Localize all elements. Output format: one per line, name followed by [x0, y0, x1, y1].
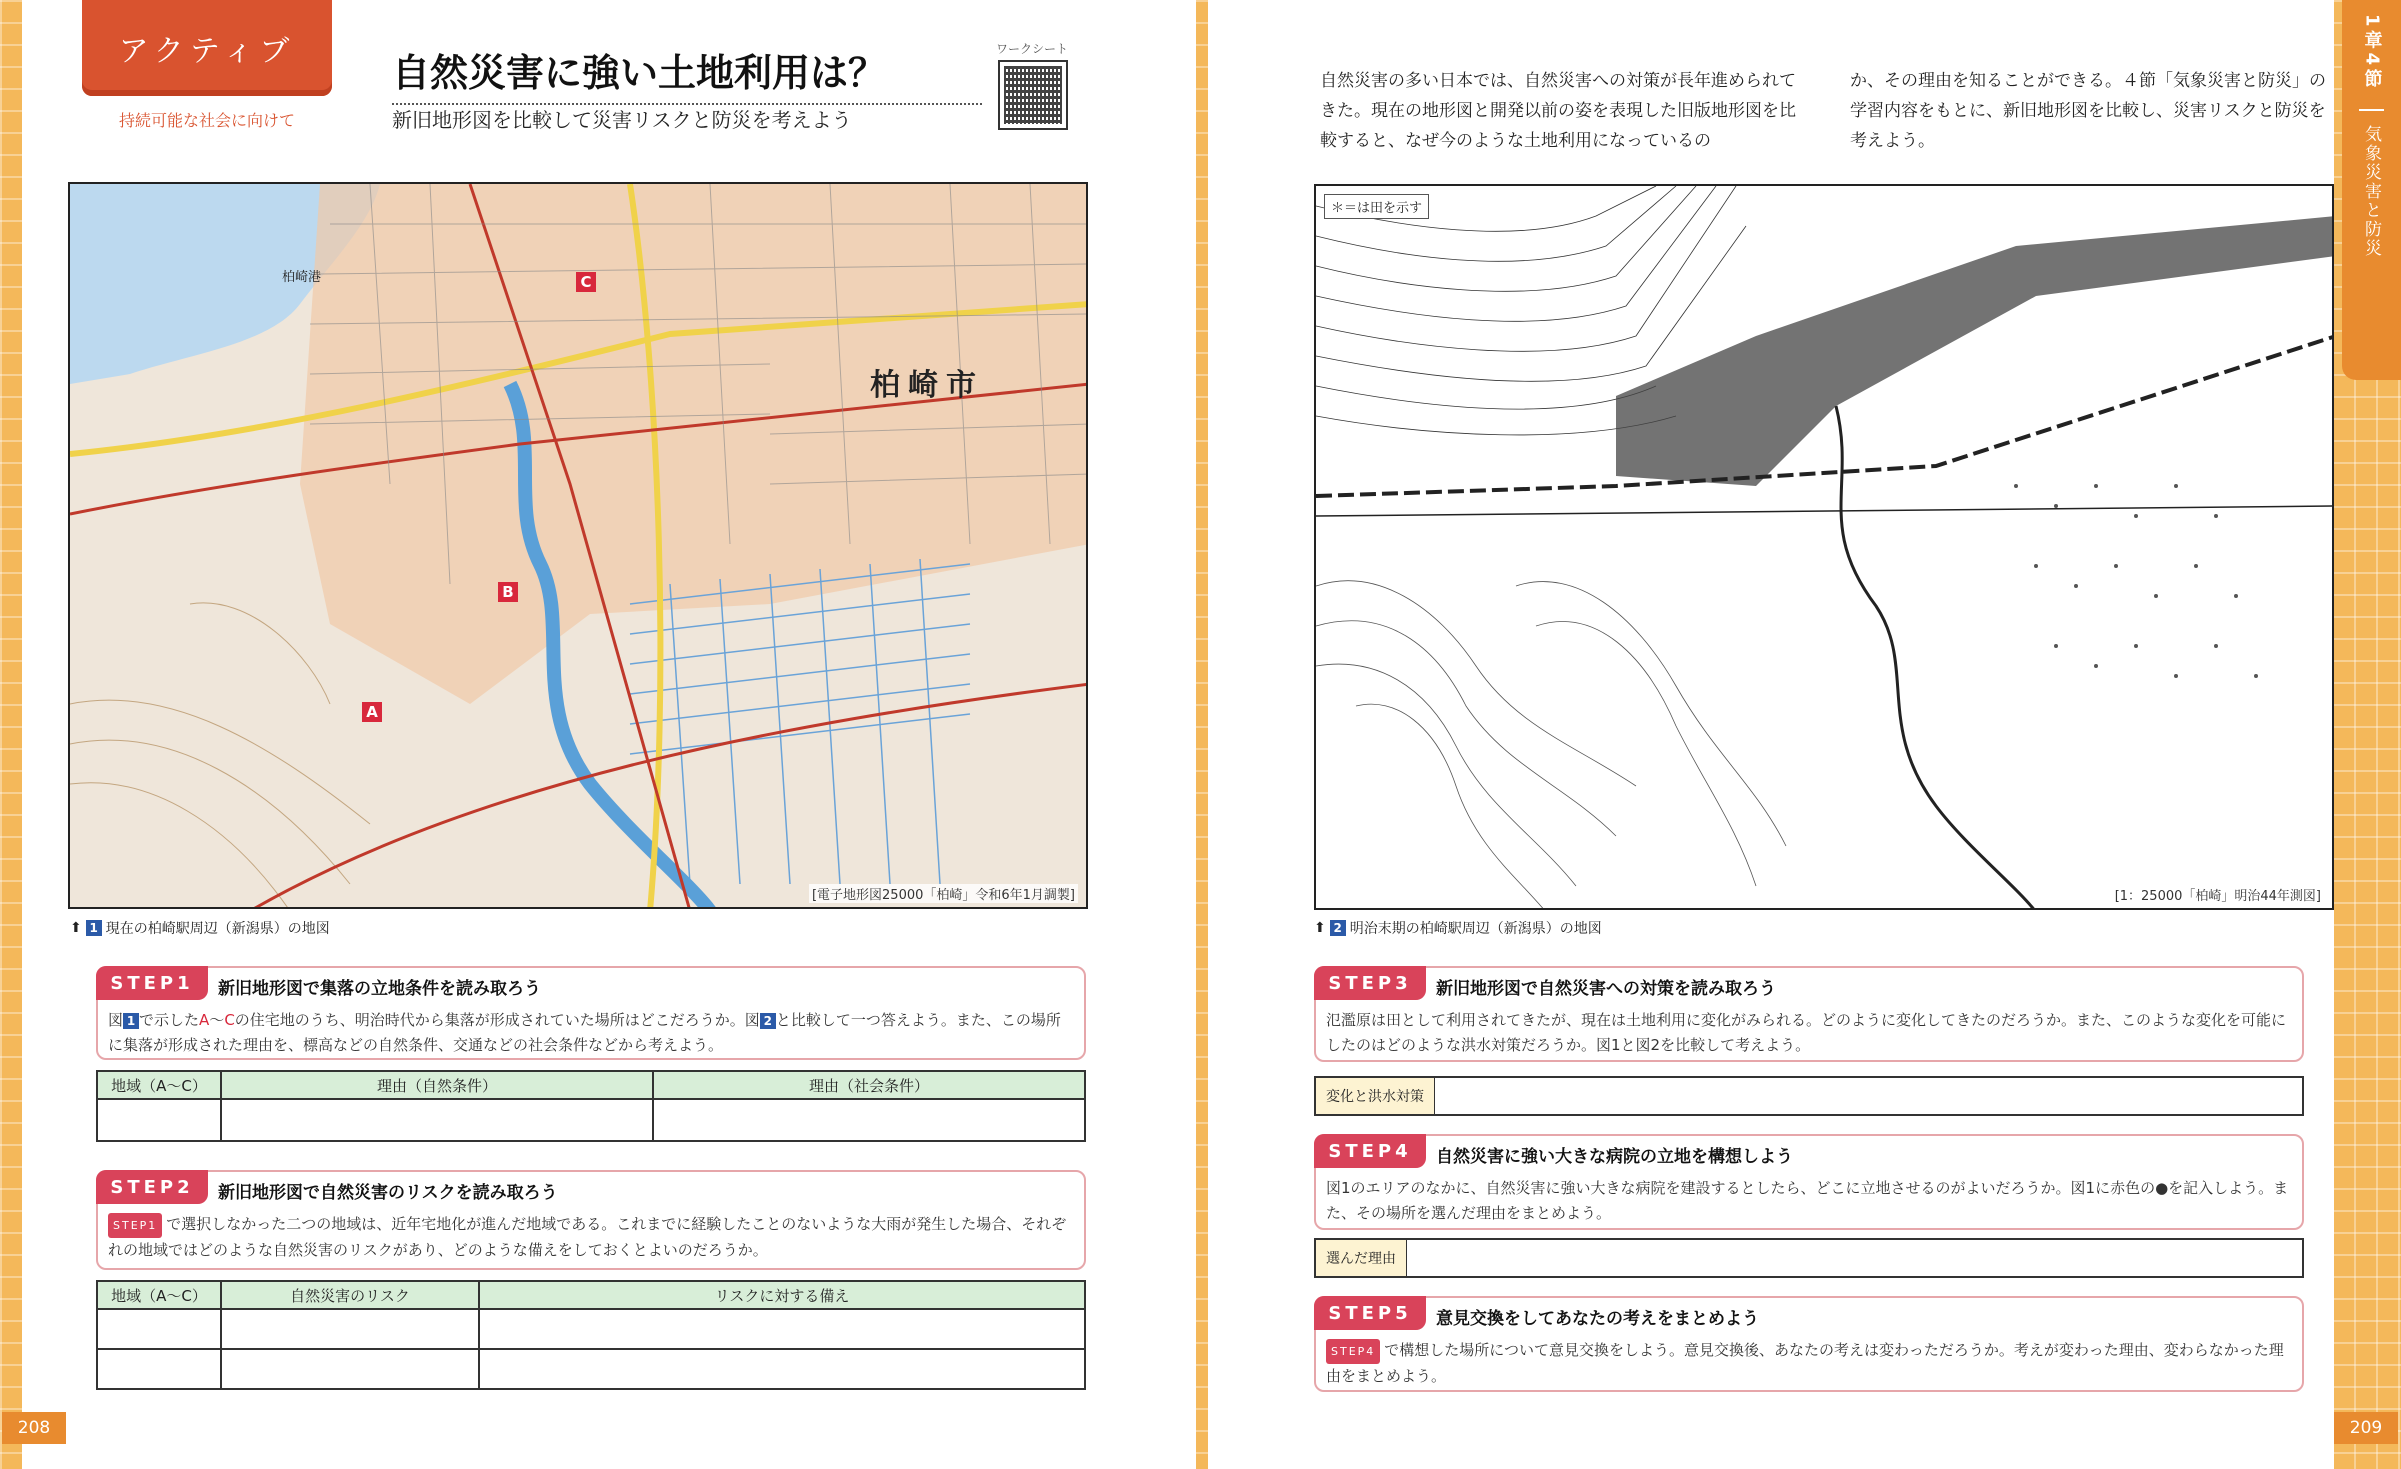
- step-badge: STEP4: [1314, 1134, 1426, 1168]
- chapter-label: 1章4節: [2361, 14, 2383, 92]
- step-body: 氾濫原は田として利用されてきたが、現在は土地利用に変化がみられる。どのように変化してきたのだろうか。また、このような変化を可能にしたのはどのような洪水対策だろうか。図1と図2を比較して考えよう。: [1326, 1011, 2287, 1054]
- old-map: [1314, 184, 2334, 910]
- col-natural: 理由（自然条件）: [221, 1071, 653, 1099]
- step3-answer[interactable]: [1314, 1076, 2304, 1116]
- step1-answer-table: [96, 1070, 1086, 1142]
- col-area: 地域（A～C）: [97, 1281, 221, 1309]
- answer-cell[interactable]: [221, 1099, 653, 1141]
- step-title: 新旧地形図で集落の立地条件を読み取ろう: [218, 979, 541, 999]
- col-social: 理由（社会条件）: [653, 1071, 1085, 1099]
- sub-tag: 持続可能な社会に向けて: [118, 111, 295, 130]
- col-risk: 自然災害のリスク: [221, 1281, 479, 1309]
- section-label: 気象災害と防災: [2359, 109, 2384, 258]
- step-ref-badge: STEP1: [108, 1213, 162, 1238]
- caption-text: 現在の柏崎駅周辺（新潟県）の地図: [105, 921, 330, 937]
- answer-cell[interactable]: [479, 1309, 1085, 1349]
- arrow-up-icon: ⬆: [1314, 920, 1326, 936]
- modern-map-graphic: [70, 184, 1088, 909]
- step-badge: STEP5: [1314, 1296, 1426, 1330]
- answer-cell[interactable]: [653, 1099, 1085, 1141]
- caption-text: 明治末期の柏崎駅周辺（新潟県）の地図: [1349, 921, 1602, 937]
- step4-answer[interactable]: [1314, 1238, 2304, 1278]
- step-body: STEP1 で選択しなかった二つの地域は、近年宅地化が進んだ地域である。これまでに経験したことのないような大雨が発生した場合、それぞれの地域ではどのような自然災害のリスクがあり、どのような備えをしておくとよいのだろうか。: [108, 1215, 1067, 1259]
- marker-a: A: [362, 702, 382, 722]
- worksheet-label: ワークシート: [996, 42, 1069, 56]
- step-2: [96, 1170, 1086, 1270]
- step-badge: STEP1: [96, 966, 208, 1000]
- page-number-left: 208: [2, 1412, 66, 1444]
- figure-number: 1: [86, 920, 102, 936]
- step-title: 新旧地形図で自然災害のリスクを読み取ろう: [218, 1183, 558, 1203]
- step-title: 自然災害に強い大きな病院の立地を構想しよう: [1436, 1147, 1793, 1167]
- answer-cell[interactable]: [97, 1349, 221, 1389]
- map1-caption: [70, 918, 330, 938]
- step-body: STEP4 で構想した場所について意見交換をしよう。意見交換後、あなたの考えは変わっただろうか。考えが変わった理由、変わらなかった理由をまとめよう。: [1326, 1341, 2284, 1385]
- city-label: 柏崎市: [870, 368, 984, 403]
- answer-cell[interactable]: [479, 1349, 1085, 1389]
- map-credit: [1：25000「柏崎」明治44年測図]: [2112, 885, 2324, 904]
- map-credit: [電子地形図25000「柏崎」令和6年1月調製]: [809, 884, 1078, 903]
- answer-cell[interactable]: [221, 1309, 479, 1349]
- step-4: [1314, 1134, 2304, 1230]
- arrow-up-icon: ⬆: [70, 920, 82, 936]
- page-subtitle: 新旧地形図を比較して災害リスクと防災を考えよう: [392, 108, 852, 132]
- qr-code-icon[interactable]: [998, 60, 1068, 130]
- active-tag: アクティブ: [82, 0, 332, 96]
- modern-map: [68, 182, 1088, 909]
- step-body: 図 1 で示したA～Cの住宅地のうち、明治時代から集落が形成されていた場所はどこだろうか。図 2 と比較して一つ答えよう。また、この場所に集落が形成された理由を、標高などの自然条件、交通などの社会条件などから考えよう。: [108, 1011, 1061, 1054]
- figure-number: 2: [1330, 920, 1346, 936]
- intro-text-1: 自然災害の多い日本では、自然災害への対策が長年進められてきた。現在の地形図と開発以前の姿を表現した旧版地形図を比較すると、なぜ今のような土地利用になっているの: [1320, 71, 1796, 151]
- step-body: 図1のエリアのなかに、自然災害に強い大きな病院を建設するとしたら、どこに立地させるのがよいだろうか。図1に赤色の●を記入しよう。また、その場所を選んだ理由をまとめよう。: [1326, 1179, 2289, 1222]
- step-5: [1314, 1296, 2304, 1392]
- answer-cell[interactable]: [221, 1349, 479, 1389]
- step2-answer-table: [96, 1280, 1086, 1390]
- map2-caption: [1314, 918, 1602, 938]
- marker-b: B: [498, 582, 518, 602]
- marker-c: C: [576, 272, 596, 292]
- answer-label: 変化と洪水対策: [1316, 1078, 1435, 1114]
- intro-text-2: か、その理由を知ることができる。４節「気象災害と防災」の学習内容をもとに、新旧地形図を比較し、災害リスクと防災を考えよう。: [1850, 71, 2326, 151]
- step-title: 新旧地形図で自然災害への対策を読み取ろう: [1436, 979, 1776, 999]
- col-area: 地域（A～C）: [97, 1071, 221, 1099]
- answer-label: 選んだ理由: [1316, 1240, 1407, 1276]
- port-label: 柏崎港: [282, 270, 322, 285]
- old-map-graphic: [1316, 186, 2334, 910]
- step-ref-badge: STEP4: [1326, 1339, 1380, 1364]
- answer-cell[interactable]: [97, 1309, 221, 1349]
- chapter-tab[interactable]: [2342, 0, 2401, 380]
- step-3: [1314, 966, 2304, 1062]
- step-1: [96, 966, 1086, 1060]
- col-preparation: リスクに対する備え: [479, 1281, 1085, 1309]
- map-note: ＊＝は田を示す: [1324, 194, 1429, 219]
- page-number-right: 209: [2334, 1412, 2398, 1444]
- page-title: 自然災害に強い土地利用は？: [392, 42, 982, 105]
- answer-cell[interactable]: [97, 1099, 221, 1141]
- step-badge: STEP3: [1314, 966, 1426, 1000]
- step-title: 意見交換をしてあなたの考えをまとめよう: [1436, 1309, 1759, 1329]
- step-badge: STEP2: [96, 1170, 208, 1204]
